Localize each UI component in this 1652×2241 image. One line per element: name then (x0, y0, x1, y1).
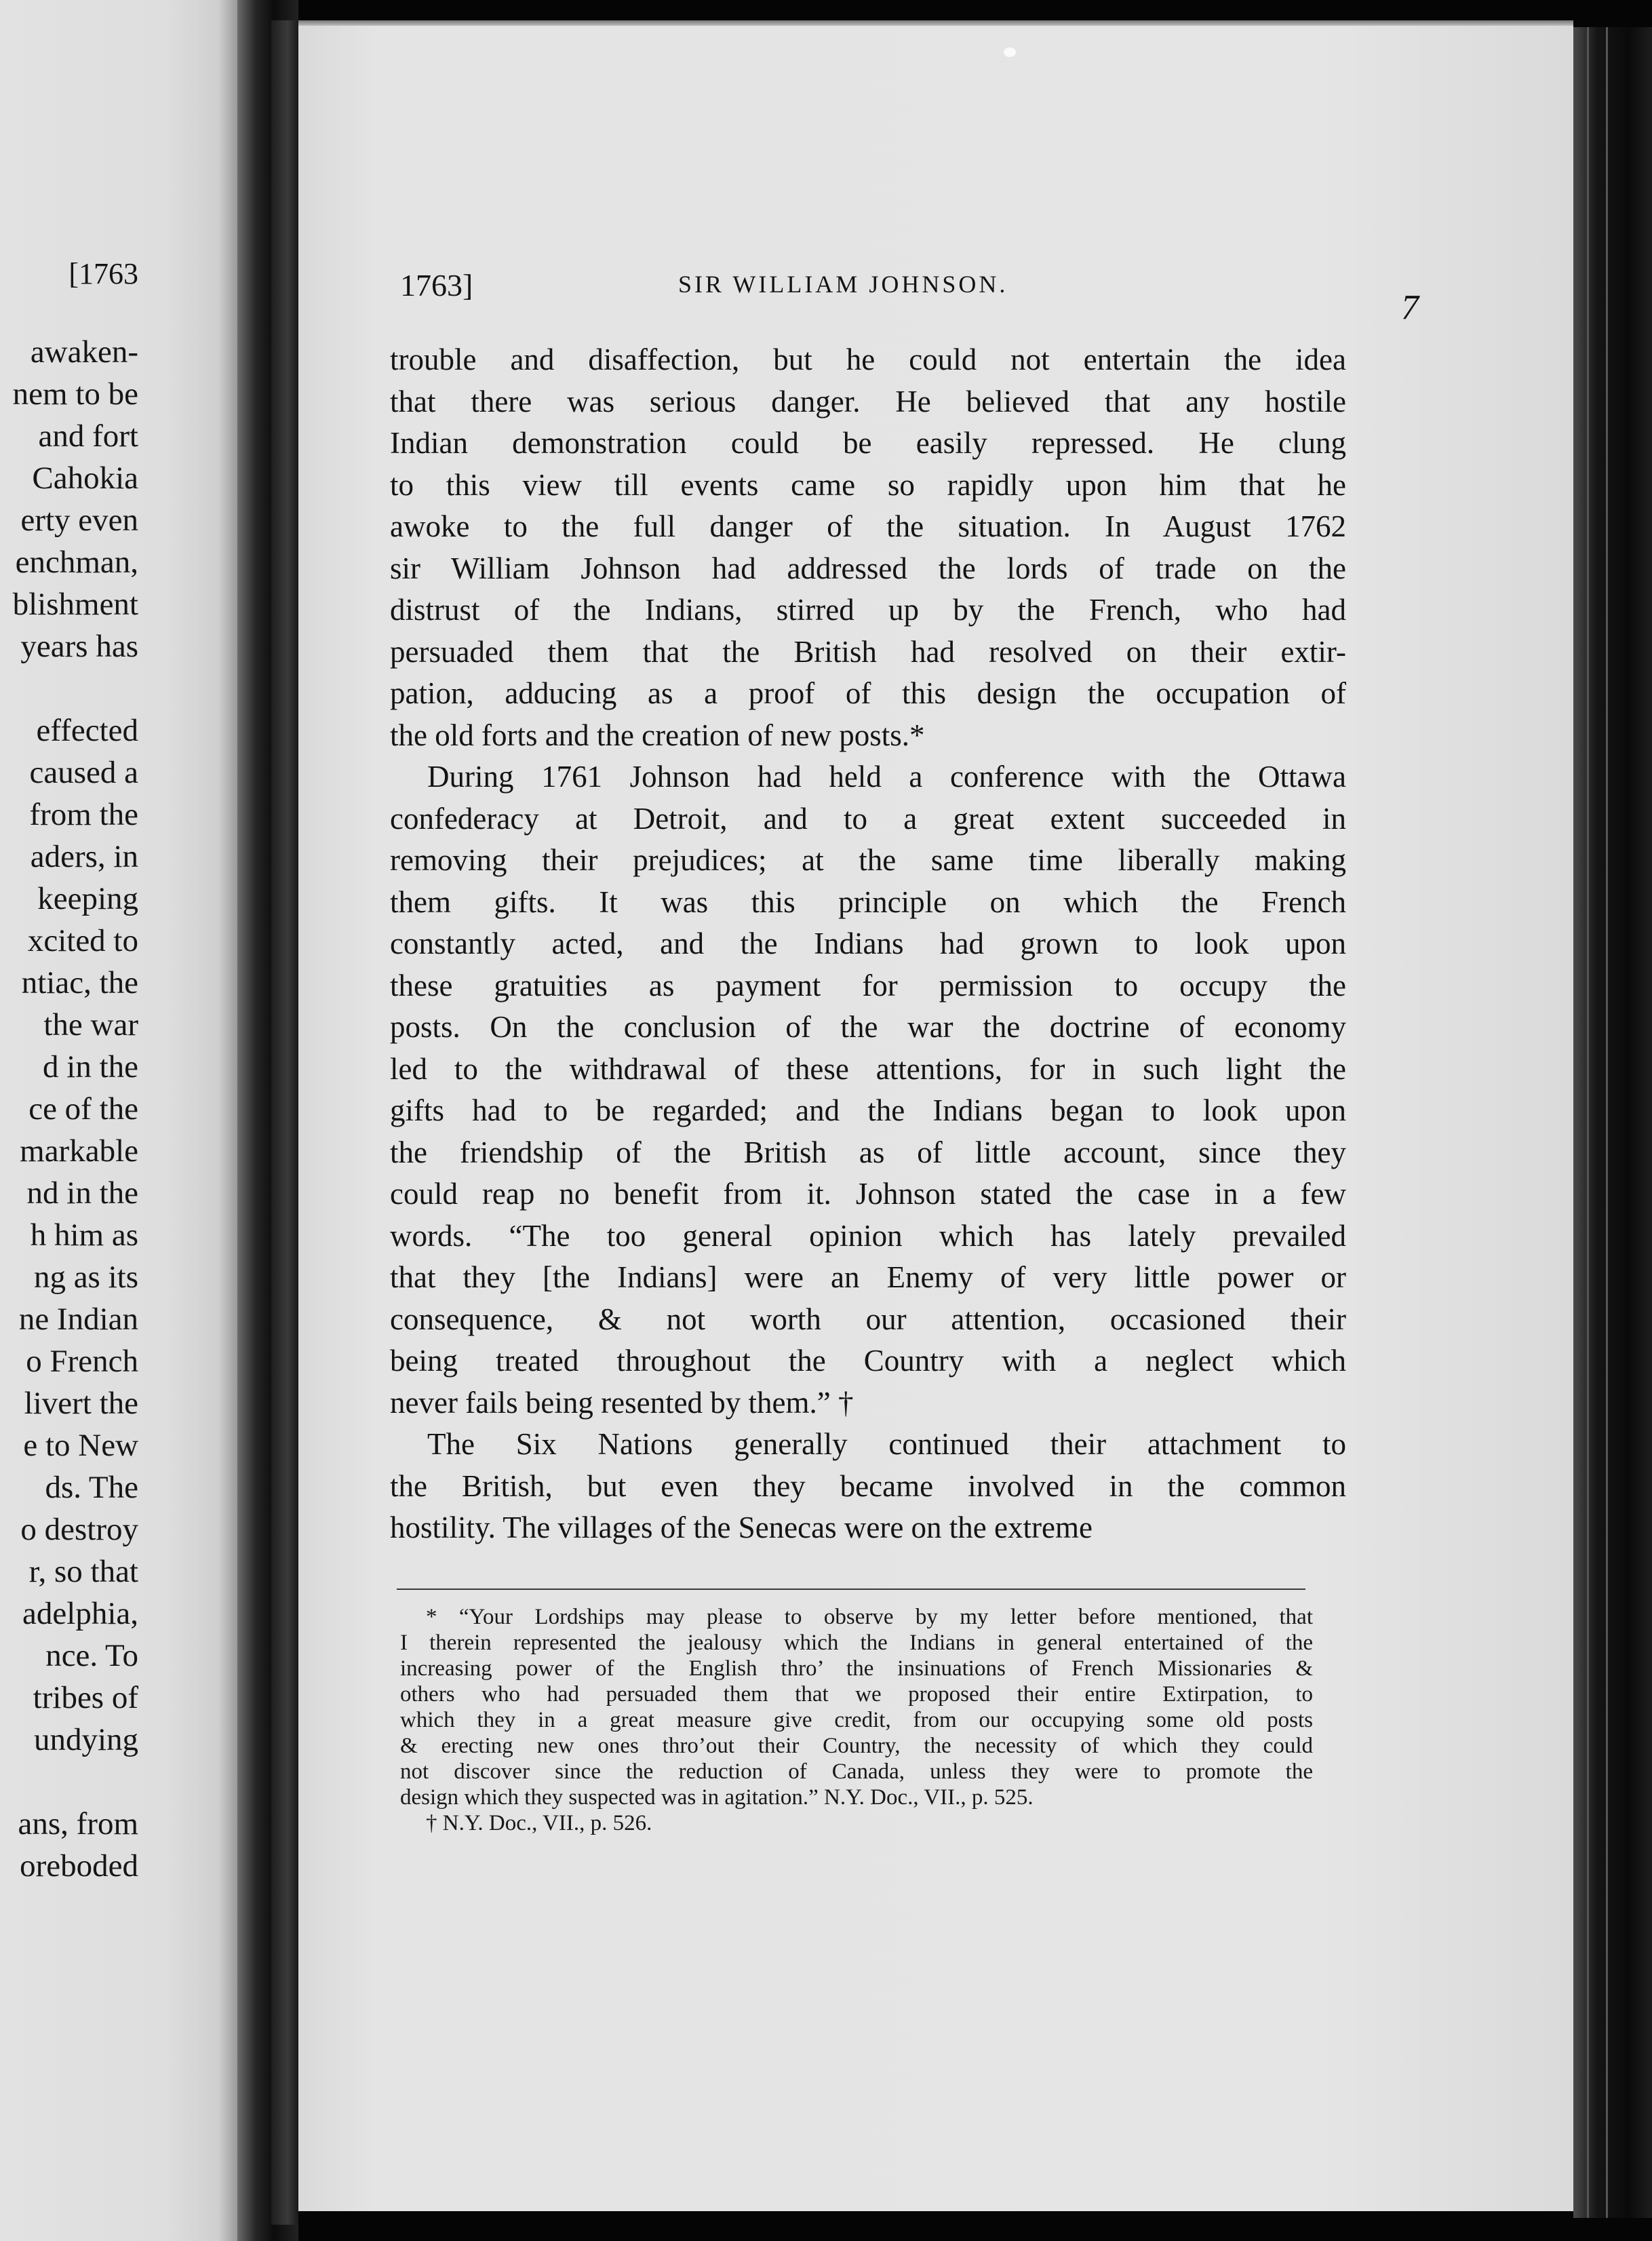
left-page-line: ne Indian (18, 1302, 138, 1337)
body-line: led to the withdrawal of these attentions, for in such light the (390, 1051, 1346, 1086)
left-page-line: h him as (30, 1217, 138, 1253)
body-line: The Six Nations generally continued their attachment to (427, 1427, 1346, 1461)
footnote-line: increasing power of the English thro’ the insinuations of French Missionaries & (400, 1656, 1313, 1681)
footnote-line: I therein represented the jealousy which the Indians in general entertained of the (400, 1631, 1313, 1655)
body-line: never fails being resented by them.” † (390, 1385, 854, 1420)
left-page-line: ans, from (18, 1806, 138, 1841)
left-page-fragment (0, 0, 237, 2241)
body-line: them gifts. It was this principle on which the French (390, 884, 1346, 919)
left-page-line: from the (29, 797, 138, 832)
left-page-line: and fort (38, 418, 138, 454)
body-line: words. “The too general opinion which has lately prevailed (390, 1218, 1346, 1253)
running-head-year: 1763] (400, 268, 473, 303)
left-page-line: markable (20, 1133, 138, 1169)
left-page-line: blishment (12, 587, 138, 622)
left-page-line: o French (26, 1344, 138, 1379)
footnote-reference: † N.Y. Doc., VII., p. 526. (426, 1811, 652, 1835)
body-text (390, 339, 1346, 1549)
footnote-line: which they in a great measure give credit, from our occupying some old posts (400, 1708, 1313, 1732)
body-line: could reap no benefit from it. Johnson stated the case in a few (390, 1177, 1346, 1211)
left-page-line: keeping (37, 881, 138, 916)
footnotes (400, 1604, 1313, 1836)
left-page-line: nce. To (45, 1638, 138, 1673)
running-head-title: SIR WILLIAM JOHNSON. (678, 271, 1008, 298)
body-line: these gratuities as payment for permission to occupy the (390, 968, 1346, 1002)
left-page-line: effected (36, 713, 138, 748)
left-page-line: tribes of (33, 1680, 138, 1715)
edge-line (1587, 27, 1589, 2218)
body-line: the old forts and the creation of new posts.* (390, 718, 925, 752)
left-running-head: [1763 (68, 257, 138, 290)
left-page-line: ng as its (33, 1260, 138, 1295)
body-line: posts. On the conclusion of the war the doctrine of economy (390, 1010, 1346, 1044)
body-line: gifts had to be regarded; and the Indians began to look upon (390, 1093, 1346, 1127)
book-edge (1573, 27, 1652, 2218)
body-line: removing their prejudices; at the same time liberally making (390, 843, 1346, 877)
footnote-line: * “Your Lordships may please to observe by my letter before mentioned, that (426, 1605, 1313, 1629)
footnote-line: & erecting new ones thro’out their Country, the necessity of which they could (400, 1734, 1313, 1758)
left-page-line: d in the (43, 1049, 138, 1085)
right-page (298, 20, 1573, 2211)
page-number: 7 (1401, 288, 1419, 327)
scan-speck (1004, 47, 1016, 57)
body-line: that there was serious danger. He believed that any hostile (390, 384, 1346, 418)
left-page-line: the war (43, 1007, 138, 1042)
body-line: persuaded them that the British had resolved on their extir- (390, 634, 1346, 669)
body-line: to this view till events came so rapidly upon him that he (390, 467, 1346, 502)
left-page-line: undying (33, 1722, 138, 1757)
left-page-line: livert the (24, 1386, 138, 1421)
left-page-line (0, 1761, 138, 1803)
body-line: that they [the Indians] were an Enemy of very little power or (390, 1260, 1346, 1294)
body-line: During 1761 Johnson had held a conference with the Ottawa (427, 760, 1346, 794)
left-page-text (0, 331, 138, 1887)
left-page-line: ntiac, the (21, 965, 138, 1000)
body-line: awoke to the full danger of the situation. In August 1762 (390, 509, 1346, 543)
body-line: being treated throughout the Country with a neglect which (390, 1344, 1346, 1378)
body-line: the friendship of the British as of little account, since they (390, 1135, 1346, 1169)
body-line: trouble and disaffection, but he could not entertain the idea (390, 343, 1346, 376)
footnote-line: design which they suspected was in agitation.” N.Y. Doc., VII., p. 525. (400, 1785, 1034, 1810)
body-line: consequence, & not worth our attention, occasioned their (390, 1302, 1346, 1336)
body-line: distrust of the Indians, stirred up by the French, who had (390, 593, 1346, 627)
left-page-line: e to New (23, 1428, 138, 1463)
left-page-line: enchman, (15, 545, 138, 580)
footnote-line: not discover since the reduction of Canada, unless they were to promote the (400, 1759, 1313, 1784)
left-page-line: nd in the (26, 1175, 138, 1211)
left-page-line: aders, in (30, 839, 138, 874)
body-line: the British, but even they became involved in the common (390, 1468, 1346, 1503)
left-page-line: oreboded (20, 1848, 138, 1884)
edge-line (1606, 27, 1608, 2218)
left-page-line (0, 667, 138, 709)
footnote-divider (397, 1589, 1305, 1590)
page-top-edge (298, 20, 1573, 26)
left-page-line: awaken- (30, 334, 138, 370)
left-page-line: years has (20, 629, 138, 664)
body-line: pation, adducing as a proof of this design the occupation of (390, 676, 1346, 710)
body-line: sir William Johnson had addressed the lords of trade on the (390, 551, 1346, 585)
left-page-line: r, so that (28, 1554, 138, 1589)
left-page-line: xcited to (27, 923, 138, 958)
body-line: hostility. The villages of the Senecas were on the extreme (390, 1511, 1093, 1544)
gutter-shadow (271, 20, 298, 2225)
running-head (400, 267, 1458, 327)
left-page-line: Cahokia (32, 461, 138, 496)
body-line: Indian demonstration could be easily repressed. He clung (390, 426, 1346, 460)
left-page-line: o destroy (20, 1512, 138, 1547)
left-page-line: ds. The (45, 1470, 138, 1505)
left-page-line: ce of the (28, 1091, 138, 1127)
left-page-line: caused a (29, 755, 138, 790)
body-line: confederacy at Detroit, and to a great extent succeeded in (390, 801, 1346, 836)
left-page-line: adelphia, (22, 1596, 138, 1631)
body-line: constantly acted, and the Indians had grown to look upon (390, 927, 1346, 960)
footnote-line: others who had persuaded them that we proposed their entire Extirpation, to (400, 1682, 1313, 1707)
left-page-line: erty even (20, 503, 138, 538)
left-page-line: nem to be (12, 376, 138, 412)
